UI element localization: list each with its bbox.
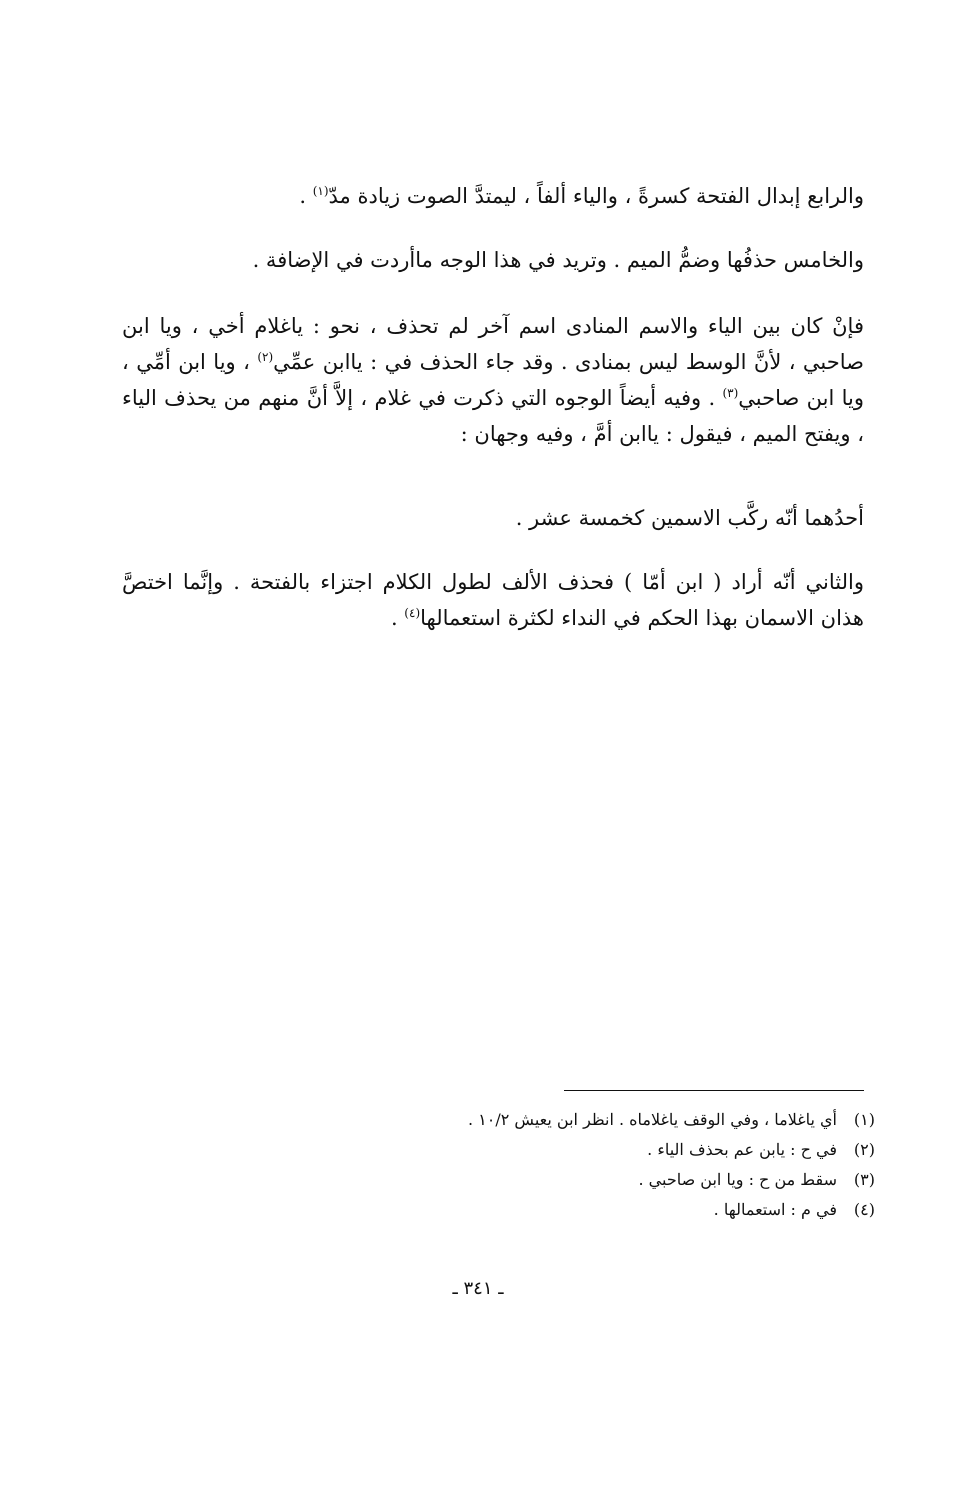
footnote-number: (٢) — [853, 1140, 875, 1159]
paragraph-text: ، ويا ابن أمِّي ، ويا ابن صاحبي — [122, 350, 864, 410]
footnote-ref-4: (٤) — [404, 606, 421, 620]
footnote-ref-1: (١) — [312, 184, 329, 198]
page-number: ـ ٣٤١ ـ — [452, 1278, 504, 1299]
paragraph-text: . وفيه أيضاً الوجوه التي ذكرت في غلام ، إلاَّ أنَّ منهم من يحذف الياء ، ويفتح الميم ، فيقول : ياابن أمَّ ، وفيه وجهان : — [122, 386, 864, 446]
paragraph-text: فإنْ كان بين الياء والاسم المنادى اسم آخر لم تحذف ، نحو : ياغلام أخي ، ويا ابن صاحبي ، لأنَّ الوسط ليس بمنادى . وقد جاء الحذف في : ياابن عمِّي — [122, 314, 864, 374]
paragraph-fifth-method — [122, 242, 864, 278]
footnote-text: أي ياغلاما ، وفي الوقف ياغلاماه . انظر ابن يعيش ١٠/٢ . — [467, 1110, 837, 1129]
footnote-text: في م : استعمالها . — [713, 1200, 837, 1219]
footnote-number: (٣) — [853, 1170, 875, 1189]
paragraph-end: . — [299, 184, 313, 208]
footnote-item — [300, 1165, 875, 1195]
footnote-text: في ح : يابن عم بحذف الياء . — [647, 1140, 837, 1159]
footnote-item — [300, 1105, 875, 1135]
paragraph-end: . — [390, 606, 405, 630]
footnote-number: (١) — [853, 1110, 875, 1129]
footnote-separator — [564, 1090, 864, 1091]
footnote-item — [300, 1195, 875, 1225]
paragraph-fourth-method — [122, 178, 864, 214]
footnotes — [300, 1105, 875, 1225]
paragraph-text: والرابع إبدال الفتحة كسرةً ، والياء ألفاً ، ليمتدَّ الصوت زيادة مدّ — [328, 184, 864, 208]
paragraph-text: والخامس حذفُها وضمُّ الميم . وتريد في هذا الوجه ماأردت في الإضافة . — [252, 248, 864, 272]
paragraph-second-aspect — [122, 564, 864, 636]
footnote-text: سقط من ح : ويا ابن صاحبي . — [638, 1170, 837, 1189]
footnote-number: (٤) — [853, 1200, 875, 1219]
footnote-ref-3: (٣) — [722, 386, 739, 400]
paragraph-first-aspect — [122, 500, 864, 536]
footnote-item — [300, 1135, 875, 1165]
footnote-ref-2: (٢) — [257, 350, 274, 364]
paragraph-text: والثاني أنّه أراد ( ابن أمّا ) فحذف الألف لطول الكلام اجتزاء بالفتحة . وإنَّما اختصَّ هذان الاسمان بهذا الحكم في النداء لكثرة استعمالها — [122, 570, 864, 630]
paragraph-intervening-noun — [122, 308, 864, 452]
paragraph-text: أحدُهما أنّه ركَّب الاسمين كخمسة عشر . — [515, 506, 864, 530]
